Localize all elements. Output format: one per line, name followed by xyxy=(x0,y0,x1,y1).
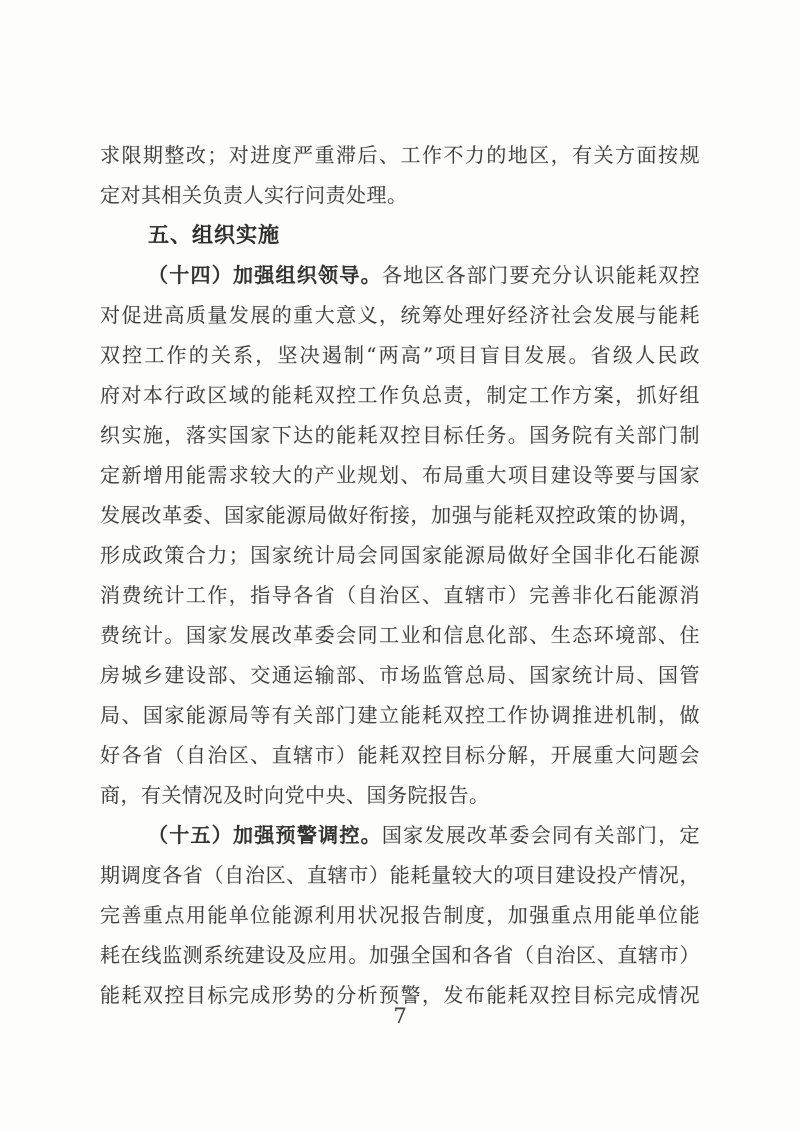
paragraph-lead: （十四）加强组织领导。 xyxy=(148,263,382,287)
document-body xyxy=(100,135,700,1015)
text-line: 定新增用能需求较大的产业规划、布局重大项目建设等要与国家 xyxy=(100,463,700,487)
text-line: 能耗双控目标完成形势的分析预警，发布能耗双控目标完成情况 xyxy=(100,983,700,1007)
text-line: 商，有关情况及时向党中央、国务院报告。 xyxy=(100,783,490,807)
text-line: 好各省（自治区、直辖市）能耗双控目标分解，开展重大问题会 xyxy=(100,743,700,767)
text-line: （十四）加强组织领导。各地区各部门要充分认识能耗双控 xyxy=(148,263,701,287)
text-line: 发展改革委、国家能源局做好衔接，加强与能耗双控政策的协调， xyxy=(100,503,700,527)
section-heading: 五、组织实施 xyxy=(148,223,280,247)
text-line: 局、国家能源局等有关部门建立能耗双控工作协调推进机制，做 xyxy=(100,703,700,727)
text-line: 费统计。国家发展改革委会同工业和信息化部、生态环境部、住 xyxy=(100,623,700,647)
text-line: 耗在线监测系统建设及应用。加强全国和各省（自治区、直辖市） xyxy=(100,943,700,967)
text-line: 形成政策合力；国家统计局会同国家能源局做好全国非化石能源 xyxy=(100,543,700,567)
text-line: 求限期整改；对进度严重滞后、工作不力的地区，有关方面按规 xyxy=(100,143,700,167)
text-line: 定对其相关负责人实行问责处理。 xyxy=(100,183,408,207)
page-number: 7 xyxy=(393,1004,407,1028)
text-line: 完善重点用能单位能源利用状况报告制度，加强重点用能单位能 xyxy=(100,903,700,927)
text-line: 双控工作的关系，坚决遏制“两高”项目盲目发展。省级人民政 xyxy=(100,343,700,367)
paragraph-lead: （十五）加强预警调控。 xyxy=(148,823,382,847)
text-line: 消费统计工作，指导各省（自治区、直辖市）完善非化石能源消 xyxy=(100,583,700,607)
text-line: 期调度各省（自治区、直辖市）能耗量较大的项目建设投产情况， xyxy=(100,863,700,887)
text-line: 府对本行政区域的能耗双控工作负总责，制定工作方案，抓好组 xyxy=(100,383,700,407)
text-line: 房城乡建设部、交通运输部、市场监管总局、国家统计局、国管 xyxy=(100,663,700,687)
text-line: 对促进高质量发展的重大意义，统筹处理好经济社会发展与能耗 xyxy=(100,303,700,327)
text-line: 织实施，落实国家下达的能耗双控目标任务。国务院有关部门制 xyxy=(100,423,700,447)
text-line: （十五）加强预警调控。国家发展改革委会同有关部门，定 xyxy=(148,823,701,847)
